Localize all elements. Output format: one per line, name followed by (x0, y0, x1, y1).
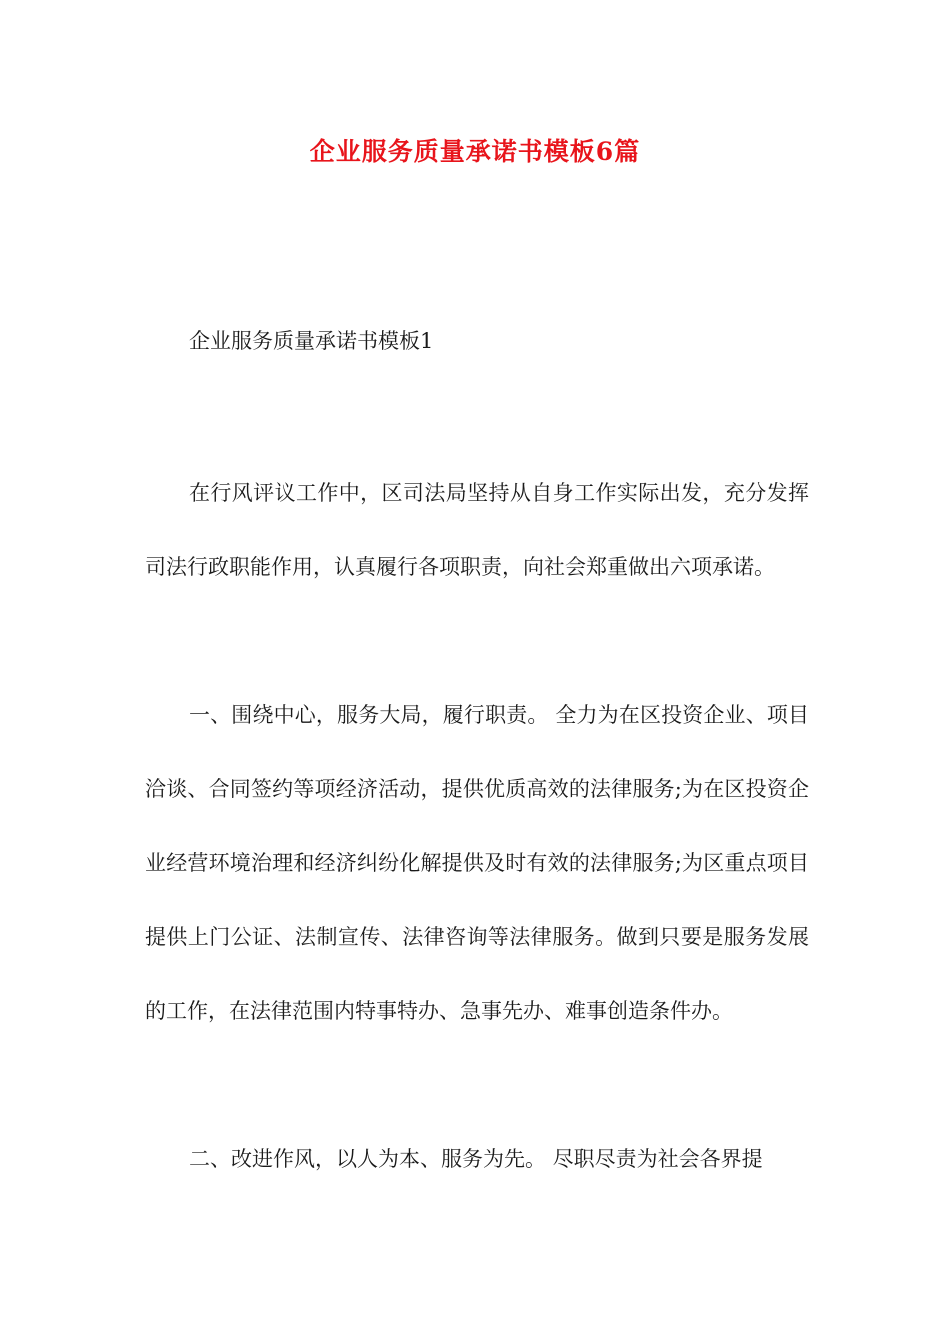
paragraph-commitment-2: 二、改进作风，以人为本、服务为先。 尽职尽责为社会各界提 (189, 1147, 763, 1171)
section-heading: 企业服务质量承诺书模板1 (189, 329, 434, 353)
document-title: 企业服务质量承诺书模板6篇 (309, 137, 641, 166)
paragraph-intro: 在行风评议工作中，区司法局坚持从自身工作实际出发，充分发挥司法行政职能作用，认真履行各项职责，向社会郑重做出六项承诺。 (145, 481, 809, 579)
paragraph-commitment-1: 一、围绕中心，服务大局，履行职责。 全力为在区投资企业、项目洽谈、合同签约等项经济活动，提供优质高效的法律服务;为在区投资企业经营环境治理和经济纠纷化解提供及时有效的法律服务;为区重点项目提供上门公证、法制宣传、法律咨询等法律服务。做到只要是服务发展的工作，在法律范围内特事特办、急事先办、难事创造条件办。 (145, 703, 809, 1023)
